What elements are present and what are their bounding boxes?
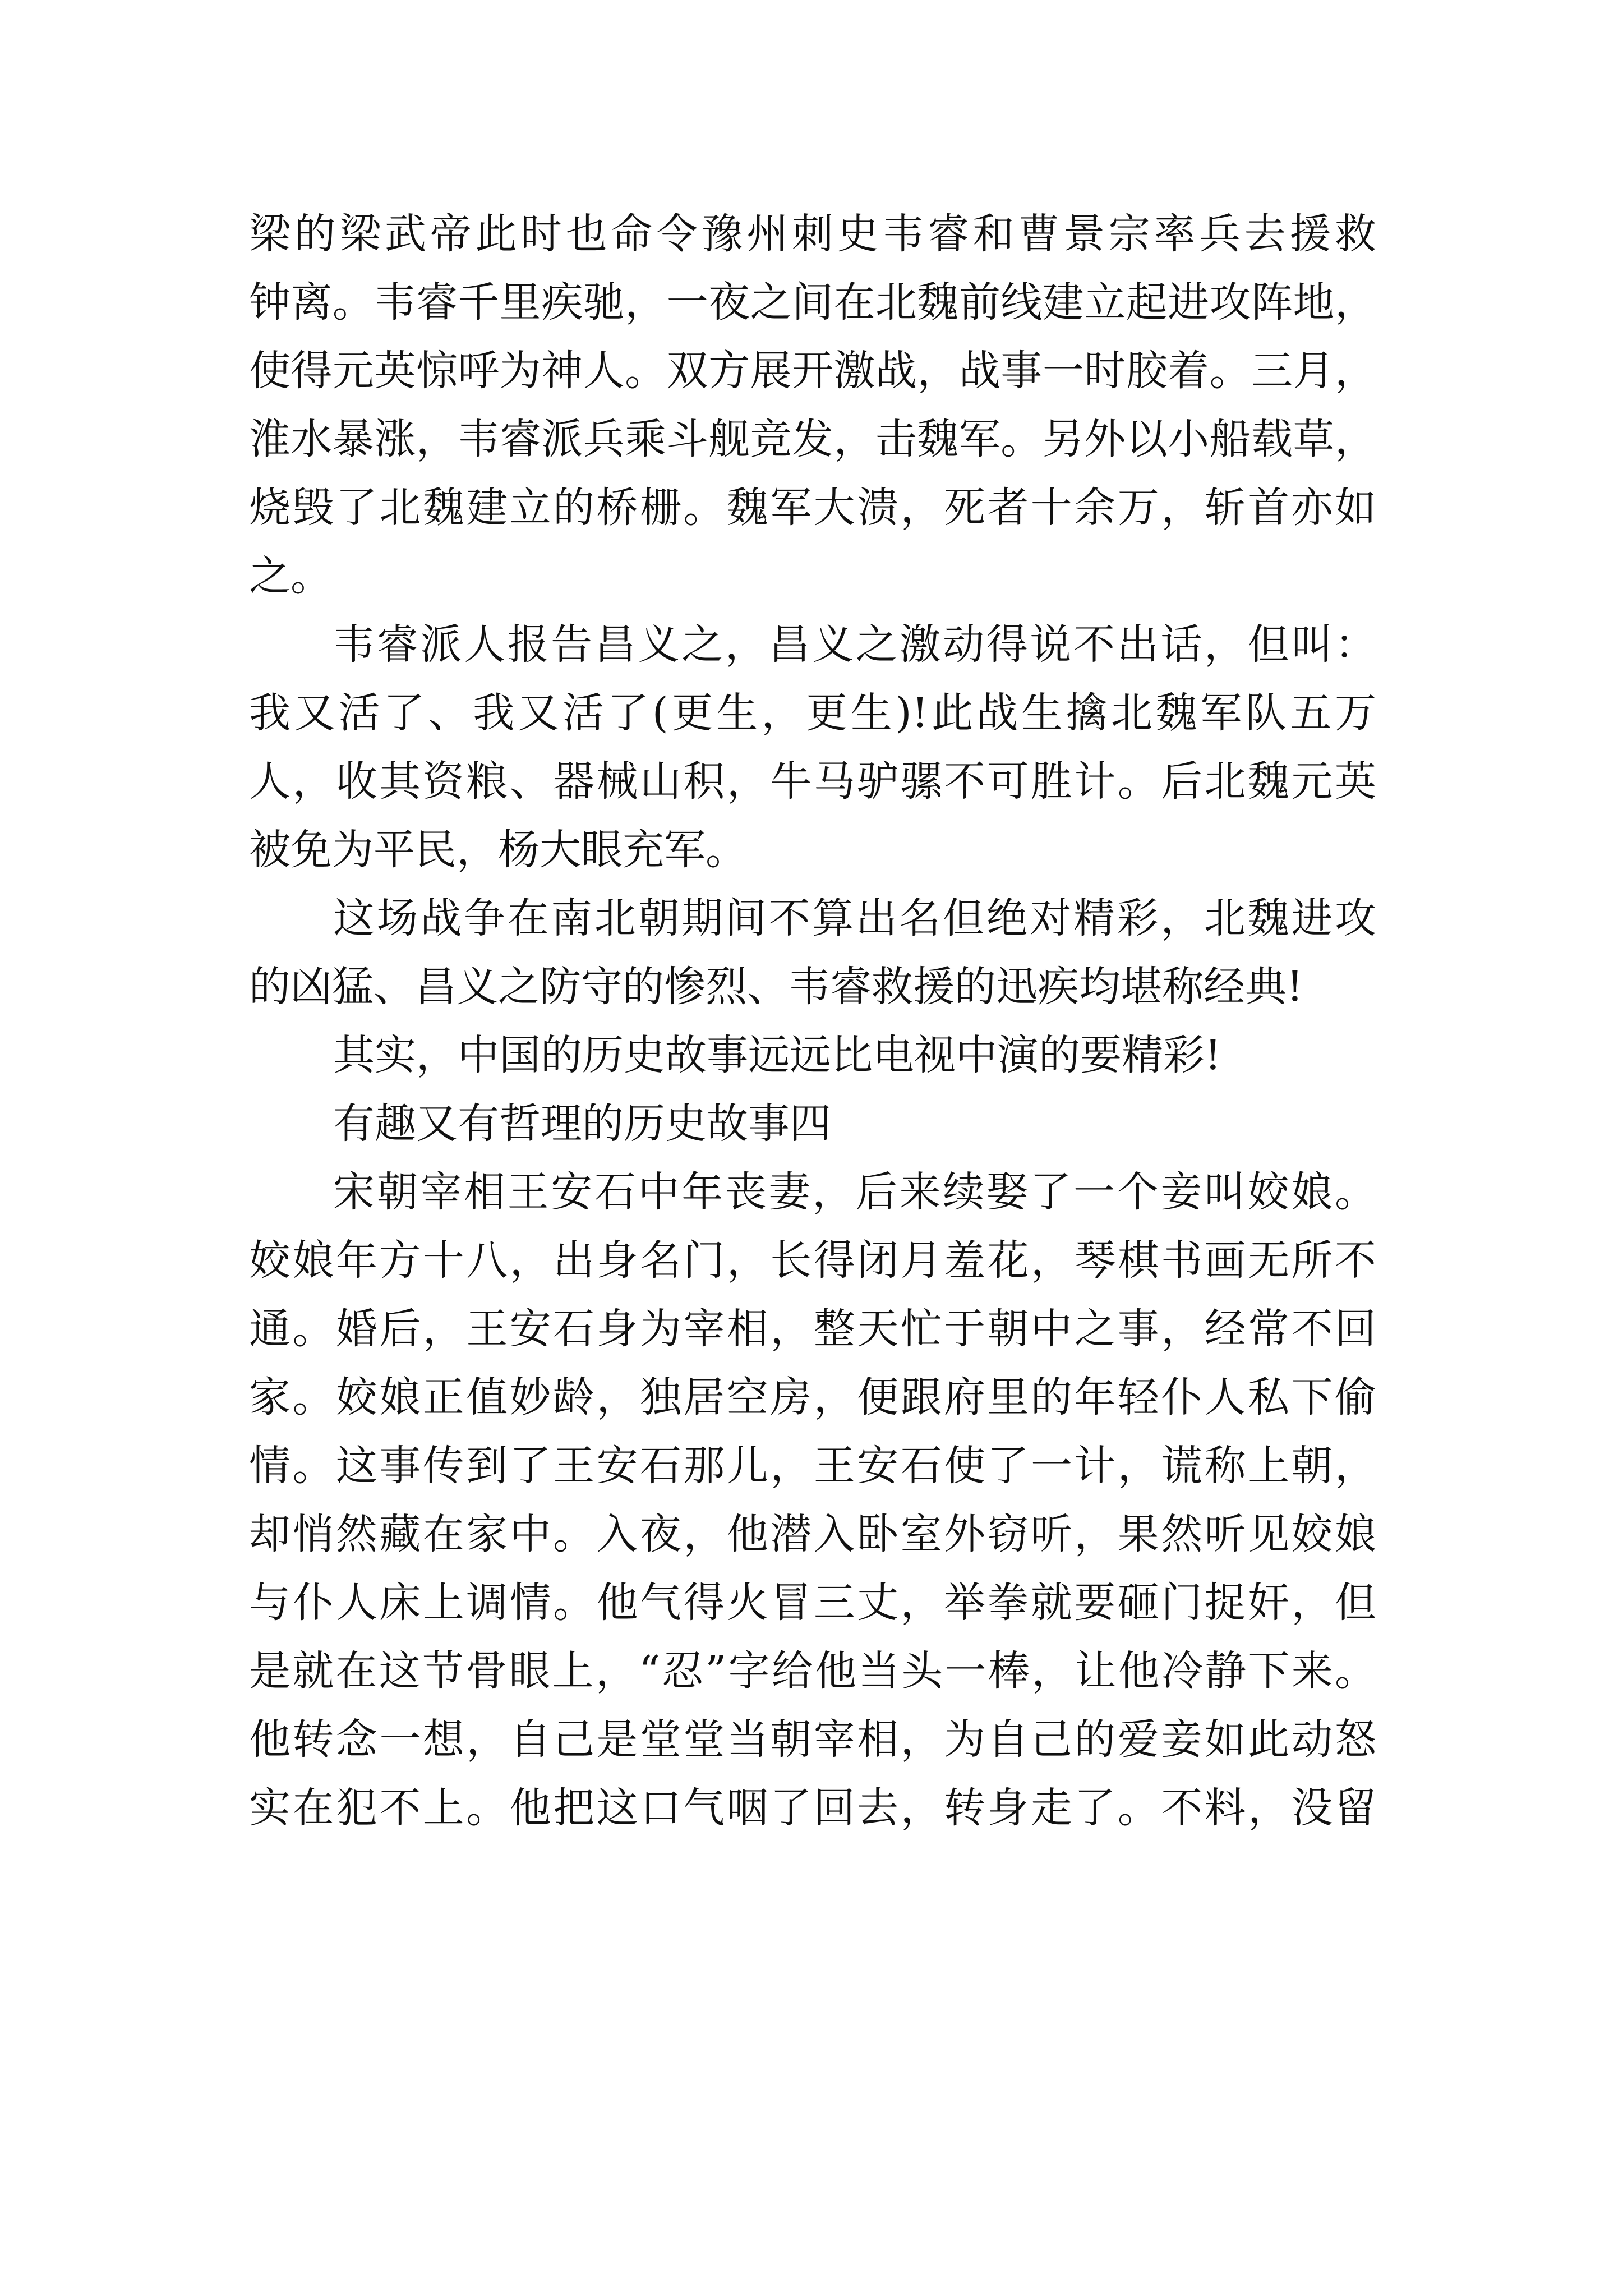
text-line: 却悄然藏在家中。入夜，他潜入卧室外窃听，果然听见姣娘 [249, 1510, 1376, 1558]
text-line: 是就在这节骨眼上，“忍”字给他当头一棒，让他冷静下来。 [249, 1647, 1376, 1695]
text-line: 淮水暴涨，韦睿派兵乘斗舰竞发，击魏军。另外以小船载草， [249, 415, 1376, 463]
paragraph-line: 其实，中国的历史故事远远比电视中演的要精彩! [333, 1031, 1221, 1079]
text-line: 人，收其资粮、器械山积，牛马驴骡不可胜计。后北魏元英 [249, 757, 1376, 806]
text-line: 实在犯不上。他把这口气咽了回去，转身走了。不料，没留 [249, 1784, 1376, 1832]
text-line: 被免为平民，杨大眼充军。 [249, 826, 747, 874]
text-line: 情。这事传到了王安石那儿，王安石使了一计，谎称上朝， [249, 1442, 1376, 1490]
paragraph-start-line: 韦睿派人报告昌义之，昌义之激动得说不出话，但叫： [333, 620, 1376, 669]
text-line: 家。姣娘正值妙龄，独居空房，便跟府里的年轻仆人私下偷 [249, 1373, 1376, 1421]
paragraph-start-line: 这场战争在南北朝期间不算出名但绝对精彩，北魏进攻 [333, 894, 1376, 942]
text-line: 与仆人床上调情。他气得火冒三丈，举拳就要砸门捉奸，但 [249, 1579, 1376, 1627]
text-line: 之。 [249, 552, 332, 600]
text-line: 我又活了、我又活了(更生，更生)!此战生擒北魏军队五万 [249, 689, 1376, 737]
text-line: 通。婚后，王安石身为宰相，整天忙于朝中之事，经常不回 [249, 1305, 1376, 1353]
text-line: 他转念一想，自己是堂堂当朝宰相，为自己的爱妾如此动怒 [249, 1715, 1376, 1764]
text-line: 使得元英惊呼为神人。双方展开激战，战事一时胶着。三月， [249, 347, 1376, 395]
body-text [249, 200, 1376, 1842]
text-line: 钟离。韦睿千里疾驰，一夜之间在北魏前线建立起进攻阵地， [249, 278, 1376, 326]
text-line: 烧毁了北魏建立的桥栅。魏军大溃，死者十余万，斩首亦如 [249, 484, 1376, 532]
paragraph-start-line: 宋朝宰相王安石中年丧妻，后来续娶了一个妾叫姣娘。 [333, 1168, 1376, 1216]
section-heading: 有趣又有哲理的历史故事四 [333, 1099, 831, 1148]
text-line: 的凶猛、昌义之防守的惨烈、韦睿救援的迅疾均堪称经典! [249, 963, 1303, 1011]
text-line: 梁的梁武帝此时也命令豫州刺史韦睿和曹景宗率兵去援救 [249, 210, 1376, 258]
text-line: 姣娘年方十八，出身名门，长得闭月羞花，琴棋书画无所不 [249, 1236, 1376, 1285]
